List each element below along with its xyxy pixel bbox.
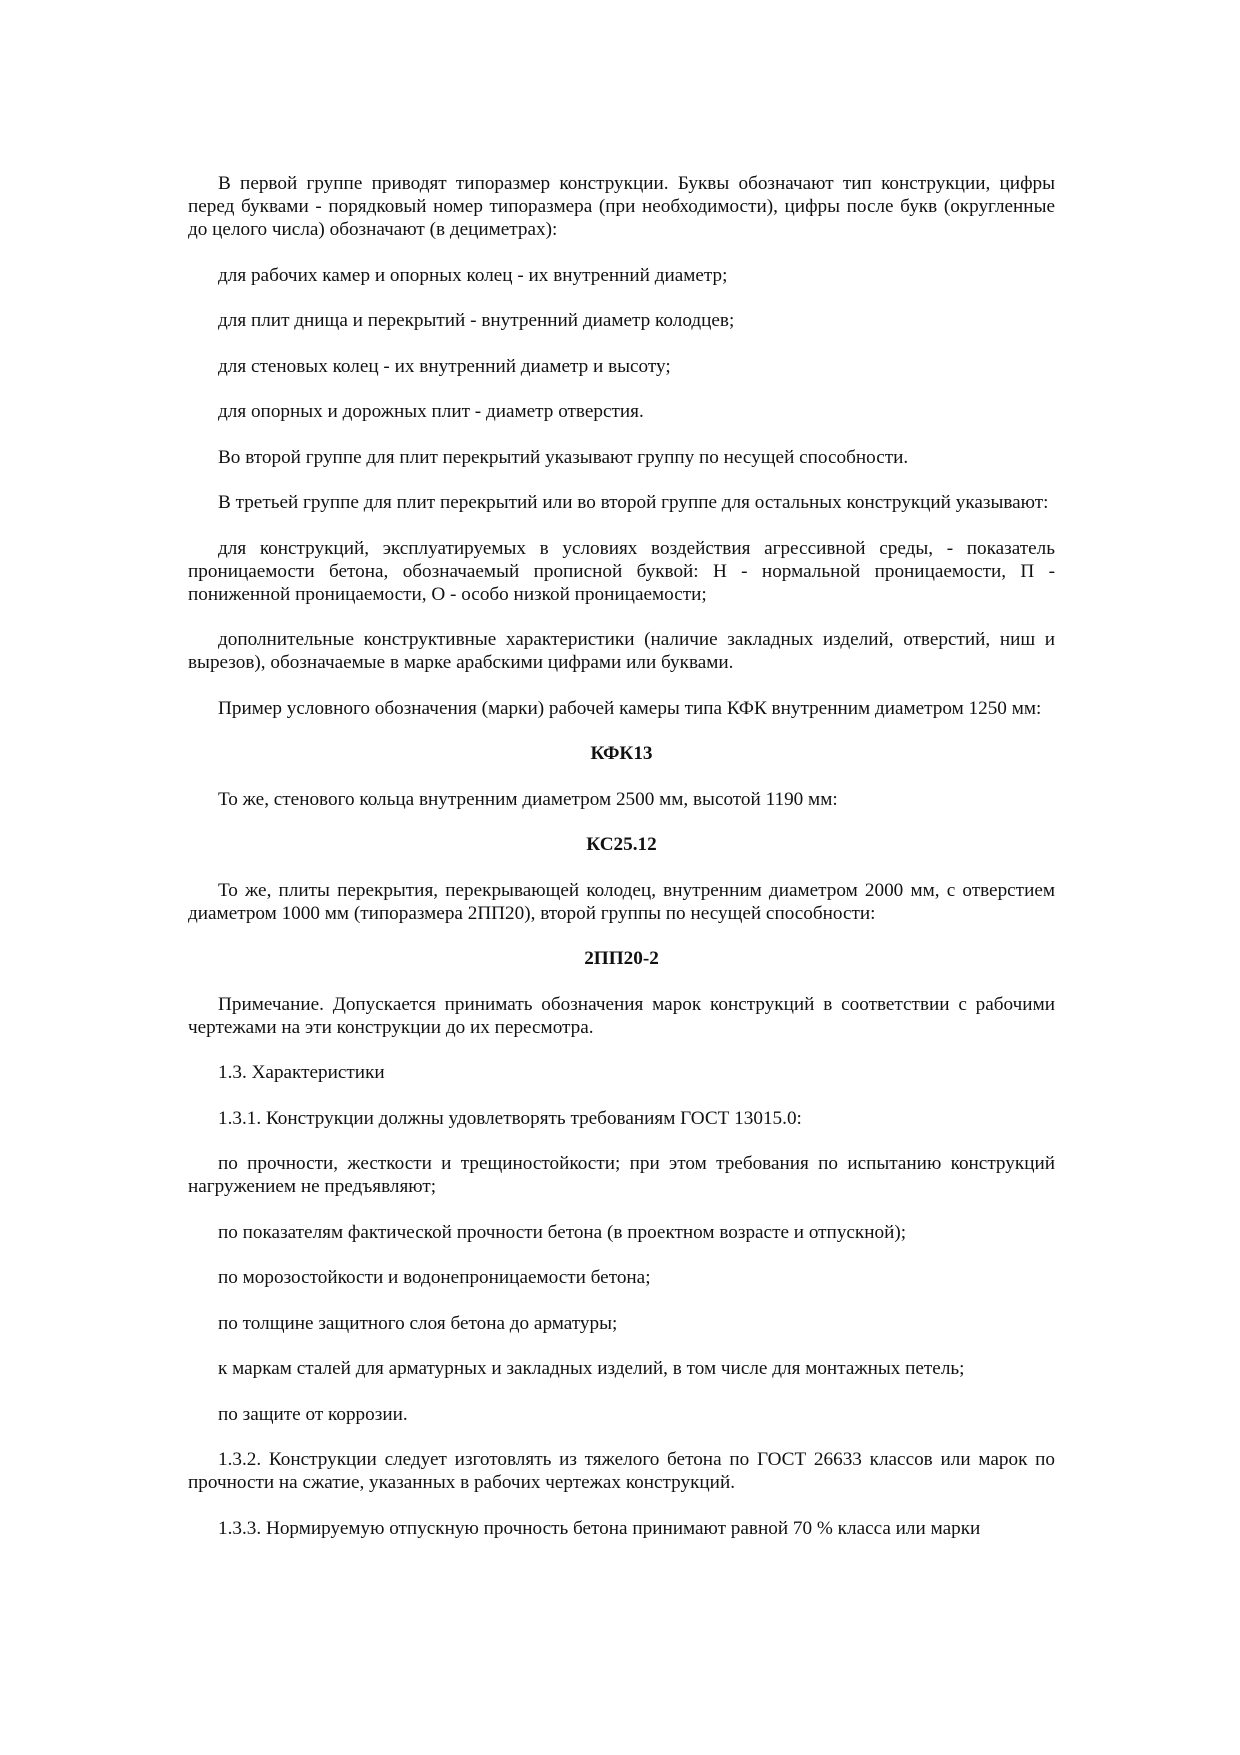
mark-example: 2ПП20-2 [584,948,659,969]
mark-example: КФК13 [590,743,653,764]
paragraph-list-item: для конструкций, эксплуатируемых в условиях воздействия агрессивной среды, - показатель проницаемости бетона, обозначаемый прописной буквой: Н - нормальной проницаемости, П - пониженной проницаемости, О - особо низкой проницаемости; [188,537,1055,605]
paragraph-list-item: по морозостойкости и водонепроницаемости бетона; [218,1267,651,1288]
paragraph-clause: 1.3.3. Нормируемую отпускную прочность бетона принимают равной 70 % класса или марки [218,1517,981,1539]
paragraph-clause: 1.3.2. Конструкции следует изготовлять из тяжелого бетона по ГОСТ 26633 классов или марок по прочности на сжатие, указанных в рабочих чертежах конструкций. [188,1449,1055,1493]
paragraph-list-item: по защите от коррозии. [218,1403,408,1425]
paragraph-second-group: Во второй группе для плит перекрытий указывают группу по несущей способности. [218,446,909,468]
paragraph-list-item: по толщине защитного слоя бетона до арматуры; [218,1312,618,1334]
paragraph-list-item: для опорных и дорожных плит - диаметр отверстия. [218,401,644,422]
paragraph-size-group: В первой группе приводят типоразмер конструкции. Буквы обозначают тип конструкции, цифры перед буквами - порядковый номер типоразмера (при необходимости), цифры после букв (округленные до целого числа) обозначают (в дециметрах): [188,173,1055,240]
paragraph-clause: 1.3.1. Конструкции должны удовлетворять требованиям ГОСТ 13015.0: [218,1107,802,1129]
paragraph-example: То же, плиты перекрытия, перекрывающей колодец, внутренним диаметром 2000 мм, с отверстием диаметром 1000 мм (типоразмера 2ПП20), второй группы по несущей способности: [188,879,1055,924]
mark-example: КС25.12 [586,834,657,855]
paragraph-list-item: по показателям фактической прочности бетона (в проектном возрасте и отпускной); [218,1221,907,1243]
paragraph-note: Примечание. Допускается принимать обозначения марок конструкций в соответствии с рабочими чертежами на эти конструкции до их пересмотра. [188,993,1055,1038]
section-heading: 1.3. Характеристики [218,1062,385,1083]
paragraph-third-group: В третьей группе для плит перекрытий или во второй группе для остальных конструкций указывают: [218,492,1049,513]
paragraph-example: Пример условного обозначения (марки) рабочей камеры типа КФК внутренним диаметром 1250 мм: [218,697,1042,719]
paragraph-list-item: к маркам сталей для арматурных и закладных изделий, в том числе для монтажных петель; [218,1358,965,1379]
paragraph-list-item: для рабочих камер и опорных колец - их внутренний диаметр; [218,264,728,286]
paragraph-list-item: дополнительные конструктивные характеристики (наличие закладных изделий, отверстий, ниш и вырезов), обозначаемые в марке арабскими цифрами или буквами. [188,629,1055,673]
paragraph-list-item: для плит днища и перекрытий - внутренний диаметр колодцев; [218,310,735,331]
paragraph-list-item: для стеновых колец - их внутренний диаметр и высоту; [218,355,671,377]
paragraph-list-item: по прочности, жесткости и трещиностойкости; при этом требования по испытанию конструкций нагружением не предъявляют; [188,1153,1055,1197]
paragraph-example: То же, стенового кольца внутренним диаметром 2500 мм, высотой 1190 мм: [218,788,838,810]
document-body [188,172,1055,1540]
